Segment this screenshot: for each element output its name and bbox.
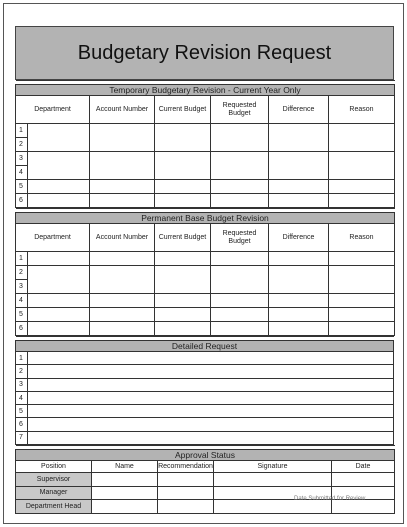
department-field[interactable] bbox=[28, 294, 90, 308]
row-number: 2 bbox=[16, 365, 28, 378]
reason-field[interactable] bbox=[329, 252, 395, 266]
account-number-field[interactable] bbox=[90, 322, 155, 336]
detailed-request-line[interactable] bbox=[28, 352, 394, 365]
table-row bbox=[16, 352, 394, 365]
column-header-position: Position bbox=[16, 461, 92, 473]
column-header-current-budget: Current Budget bbox=[155, 96, 211, 124]
requested-budget-field[interactable] bbox=[211, 308, 269, 322]
requested-budget-field[interactable] bbox=[211, 194, 269, 208]
difference-field[interactable] bbox=[269, 294, 329, 308]
column-header-date: Date bbox=[332, 461, 395, 473]
difference-field[interactable] bbox=[269, 152, 329, 180]
current-budget-field[interactable] bbox=[155, 124, 211, 152]
account-number-field[interactable] bbox=[90, 124, 155, 152]
approver-name-field[interactable] bbox=[92, 486, 158, 500]
detailed-request-line[interactable] bbox=[28, 405, 394, 418]
table-row bbox=[16, 391, 394, 404]
row-number: 3 bbox=[16, 280, 28, 294]
table-row bbox=[16, 194, 395, 208]
account-number-field[interactable] bbox=[90, 294, 155, 308]
column-header-current-budget: Current Budget bbox=[155, 224, 211, 252]
temporary-revision-table bbox=[15, 80, 395, 208]
detailed-request-table bbox=[15, 336, 394, 445]
difference-field[interactable] bbox=[269, 180, 329, 194]
requested-budget-field[interactable] bbox=[211, 252, 269, 266]
form-title: Budgetary Revision Request bbox=[15, 26, 394, 80]
detailed-request-line[interactable] bbox=[28, 378, 394, 391]
current-budget-field[interactable] bbox=[155, 308, 211, 322]
column-header-signature: Signature bbox=[214, 461, 332, 473]
temporary-revision-heading: Temporary Budgetary Revision - Current Year Only bbox=[16, 85, 395, 96]
detailed-request-line[interactable] bbox=[28, 391, 394, 404]
column-header-requested-budget: Requested Budget bbox=[211, 224, 269, 252]
department-field[interactable] bbox=[28, 194, 90, 208]
table-row bbox=[16, 294, 395, 308]
table-row bbox=[16, 378, 394, 391]
table-row bbox=[16, 266, 395, 280]
detailed-request-heading: Detailed Request bbox=[16, 341, 394, 352]
current-budget-field[interactable] bbox=[155, 266, 211, 294]
column-header-reason: Reason bbox=[329, 96, 395, 124]
table-row bbox=[16, 418, 394, 431]
reason-field[interactable] bbox=[329, 180, 395, 194]
recommendation-field[interactable] bbox=[158, 473, 214, 487]
detailed-request-line[interactable] bbox=[28, 418, 394, 431]
row-number: 6 bbox=[16, 194, 28, 208]
recommendation-field[interactable] bbox=[158, 500, 214, 514]
difference-field[interactable] bbox=[269, 308, 329, 322]
requested-budget-field[interactable] bbox=[211, 180, 269, 194]
table-row bbox=[16, 152, 395, 166]
row-number: 4 bbox=[16, 166, 28, 180]
requested-budget-field[interactable] bbox=[211, 294, 269, 308]
column-header-account-number: Account Number bbox=[90, 96, 155, 124]
current-budget-field[interactable] bbox=[155, 322, 211, 336]
row-number: 6 bbox=[16, 322, 28, 336]
row-number: 3 bbox=[16, 152, 28, 166]
current-budget-field[interactable] bbox=[155, 252, 211, 266]
column-header-department: Department bbox=[16, 224, 90, 252]
detailed-request-line[interactable] bbox=[28, 365, 394, 378]
row-number: 5 bbox=[16, 308, 28, 322]
department-field[interactable] bbox=[28, 308, 90, 322]
column-header-requested-budget: Requested Budget bbox=[211, 96, 269, 124]
requested-budget-field[interactable] bbox=[211, 124, 269, 152]
difference-field[interactable] bbox=[269, 252, 329, 266]
account-number-field[interactable] bbox=[90, 152, 155, 180]
signature-field[interactable] bbox=[214, 473, 332, 487]
account-number-field[interactable] bbox=[90, 252, 155, 266]
row-number: 3 bbox=[16, 378, 28, 391]
current-budget-field[interactable] bbox=[155, 152, 211, 180]
reason-field[interactable] bbox=[329, 124, 395, 152]
role-label-department-head: Department Head bbox=[16, 500, 92, 514]
table-row bbox=[16, 405, 394, 418]
row-number: 2 bbox=[16, 138, 28, 152]
column-header-account-number: Account Number bbox=[90, 224, 155, 252]
approver-name-field[interactable] bbox=[92, 473, 158, 487]
table-row bbox=[16, 180, 395, 194]
current-budget-field[interactable] bbox=[155, 180, 211, 194]
reason-field[interactable] bbox=[329, 322, 395, 336]
row-number: 2 bbox=[16, 266, 28, 280]
row-number: 7 bbox=[16, 431, 28, 444]
department-field[interactable] bbox=[28, 322, 90, 336]
approval-status-heading: Approval Status bbox=[16, 450, 395, 461]
difference-field[interactable] bbox=[269, 124, 329, 152]
column-header-name: Name bbox=[92, 461, 158, 473]
permanent-revision-table bbox=[15, 208, 395, 336]
requested-budget-field[interactable] bbox=[211, 152, 269, 180]
row-number: 5 bbox=[16, 405, 28, 418]
reason-field[interactable] bbox=[329, 152, 395, 180]
detailed-request-line[interactable] bbox=[28, 431, 394, 444]
column-header-difference: Difference bbox=[269, 224, 329, 252]
current-budget-field[interactable] bbox=[155, 194, 211, 208]
account-number-field[interactable] bbox=[90, 194, 155, 208]
account-number-field[interactable] bbox=[90, 266, 155, 294]
approval-status-table bbox=[15, 445, 395, 514]
table-row bbox=[16, 308, 395, 322]
budget-revision-form bbox=[15, 26, 394, 514]
current-budget-field[interactable] bbox=[155, 294, 211, 308]
recommendation-field[interactable] bbox=[158, 486, 214, 500]
table-row bbox=[16, 124, 395, 138]
account-number-field[interactable] bbox=[90, 180, 155, 194]
row-number: 1 bbox=[16, 252, 28, 266]
department-field[interactable] bbox=[28, 152, 90, 180]
column-header-recommendation: Recommendation bbox=[158, 461, 214, 473]
row-number: 5 bbox=[16, 180, 28, 194]
department-field[interactable] bbox=[28, 252, 90, 266]
department-field[interactable] bbox=[28, 266, 90, 294]
difference-field[interactable] bbox=[269, 266, 329, 294]
date-field[interactable] bbox=[332, 473, 395, 487]
role-label-supervisor: Supervisor bbox=[16, 473, 92, 487]
table-row bbox=[16, 431, 394, 444]
department-field[interactable] bbox=[28, 180, 90, 194]
account-number-field[interactable] bbox=[90, 308, 155, 322]
role-label-manager: Manager bbox=[16, 486, 92, 500]
difference-field[interactable] bbox=[269, 194, 329, 208]
reason-field[interactable] bbox=[329, 294, 395, 308]
footer-text: Date Submitted for Review bbox=[294, 496, 366, 502]
requested-budget-field[interactable] bbox=[211, 266, 269, 294]
reason-field[interactable] bbox=[329, 266, 395, 294]
column-header-reason: Reason bbox=[329, 224, 395, 252]
table-row bbox=[16, 473, 395, 487]
row-number: 4 bbox=[16, 294, 28, 308]
row-number: 1 bbox=[16, 124, 28, 138]
row-number: 6 bbox=[16, 418, 28, 431]
row-number: 4 bbox=[16, 391, 28, 404]
requested-budget-field[interactable] bbox=[211, 322, 269, 336]
form-page bbox=[3, 3, 404, 524]
permanent-revision-heading: Permanent Base Budget Revision bbox=[16, 213, 395, 224]
table-row bbox=[16, 322, 395, 336]
department-field[interactable] bbox=[28, 124, 90, 152]
reason-field[interactable] bbox=[329, 308, 395, 322]
column-header-department: Department bbox=[16, 96, 90, 124]
column-header-difference: Difference bbox=[269, 96, 329, 124]
table-row bbox=[16, 252, 395, 266]
difference-field[interactable] bbox=[269, 322, 329, 336]
reason-field[interactable] bbox=[329, 194, 395, 208]
approver-name-field[interactable] bbox=[92, 500, 158, 514]
table-row bbox=[16, 365, 394, 378]
row-number: 1 bbox=[16, 352, 28, 365]
